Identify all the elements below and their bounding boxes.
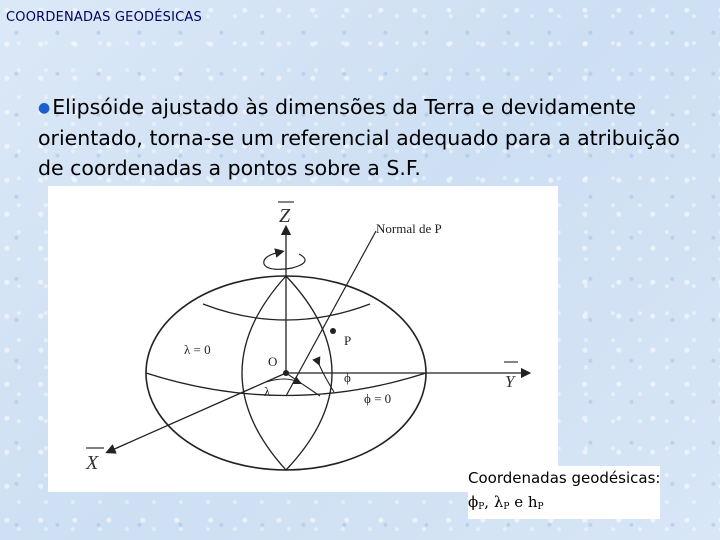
origin-label: O [268, 354, 278, 369]
axis-x-label: X [86, 452, 99, 474]
point-p-label: P [344, 333, 352, 348]
axis-y-label: Y [505, 372, 515, 391]
slide-title: COORDENADAS GEODÉSICAS [6, 10, 202, 25]
caption-sep2: e [509, 493, 528, 511]
x-axis [110, 373, 286, 451]
caption-lambda-sub: P [503, 502, 510, 512]
normal-line [286, 231, 376, 396]
bullet-paragraph [38, 92, 708, 183]
lambda-zero-label: λ = 0 [184, 342, 211, 357]
radius-line [286, 373, 320, 396]
point-p [330, 328, 336, 334]
caption [468, 466, 660, 519]
bullet-text: Elipsóide ajustado às dimensões da Terra e devidamente orientado, torna-se um referencial adequado para a atribuição de coordenadas a pontos sobre a S.F. [38, 95, 680, 180]
phi-zero-label: ϕ = 0 [364, 391, 392, 406]
prime-meridian [242, 276, 286, 470]
caption-coords [468, 490, 660, 519]
phi-label: ϕ [344, 370, 351, 385]
origin-point [283, 370, 289, 376]
caption-title: Coordenadas geodésicas: [468, 469, 661, 487]
rotation-arrow-icon [264, 252, 305, 269]
ellipsoid-diagram [48, 186, 558, 492]
axis-z-label: Z [279, 205, 291, 227]
caption-h: h [527, 493, 538, 511]
caption-sep1: , [484, 493, 494, 511]
caption-phi: ϕ [468, 493, 479, 511]
caption-h-sub: P [537, 502, 544, 512]
bullet-icon: ● [38, 100, 51, 116]
lambda-label: λ [264, 384, 271, 399]
caption-phi-sub: P [478, 502, 485, 512]
caption-lambda: λ [493, 493, 504, 511]
normal-label: Normal de P [376, 221, 442, 236]
